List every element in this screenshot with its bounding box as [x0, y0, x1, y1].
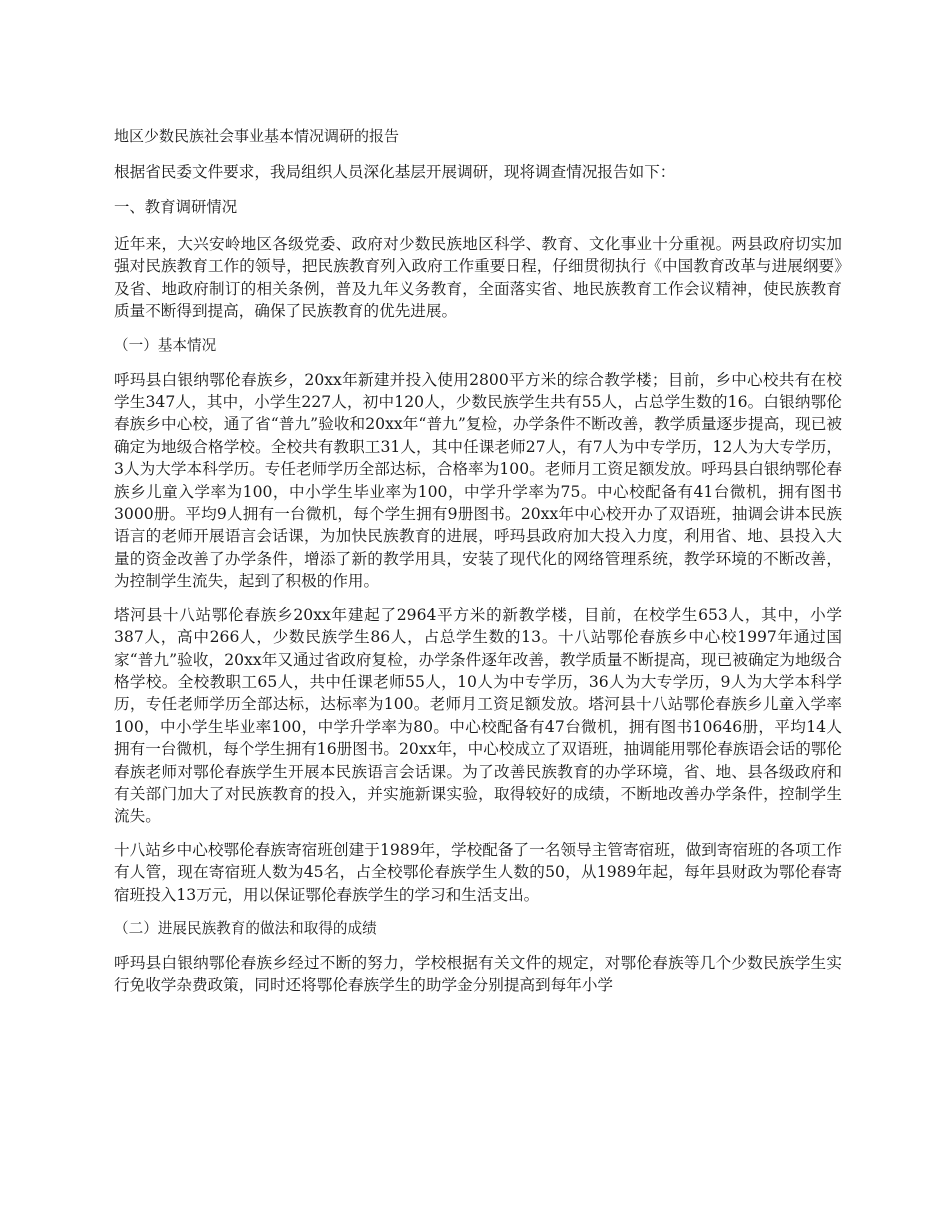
- paragraph-achievements: 呼玛县白银纳鄂伦春族乡经过不断的努力，学校根据有关文件的规定，对鄂伦春族等几个少数民族学生实行免收学杂费政策，同时还将鄂伦春族学生的助学金分别提高到每年小学: [114, 953, 842, 995]
- section-paragraph-overview: 近年来，大兴安岭地区各级党委、政府对少数民族地区科学、教育、文化事业十分重视。两县政府切实加强对民族教育工作的领导，把民族教育列入政府工作重要日程，仔细贯彻执行《中国教育改革与进展纲要》及省、地政府制订的相关条例，普及九年义务教育，全面落实省、地民族教育工作会议精神，使民族教育质量不断得到提高，确保了民族教育的优先进展。: [114, 235, 842, 321]
- document-title: 地区少数民族社会事业基本情况调研的报告: [114, 127, 400, 145]
- paragraph-tahe-county: 塔河县十八站鄂伦春族乡20xx年建起了2964平方米的新教学楼，目前，在校学生653人，其中，小学387人，高中266人，少数民族学生86人，占总学生数的13。十八站鄂伦春族乡中心校1997年通过国家“普九”验收，20xx年又通过省政府复检，办学条件逐年改善，教学质量不断提高，现已被确定为地级合格学校。全校教职工65人，共中任课老师55人，10人为中专学历，36人为大专学历，9人为大学本科学历，专任老师学历全部达标，达标率为100。老师月工资足额发放。塔河县十八站鄂伦春族乡儿童入学率100，中小学生毕业率100，中学升学率为80。中心校配备有47台微机，拥有图书10646册，平均14人拥有一台微机，每个学生拥有16册图书。20xx年，中心校成立了双语班，抽调能用鄂伦春族语会话的鄂伦春族老师对鄂伦春族学生开展本民族语言会话课。为了改善民族教育的办学环境，省、地、县各级政府和有关部门加大了对民族教育的投入，并实施新课实验，取得较好的成绩，不断地改善办学条件，控制学生流失。: [114, 605, 842, 826]
- paragraph-boarding-class: 十八站乡中心校鄂伦春族寄宿班创建于1989年，学校配备了一名领导主管寄宿班，做到寄宿班的各项工作有人管，现在寄宿班人数为45名，占全校鄂伦春族学生人数的50，从1989年起，每年县财政为鄂伦春寄宿班投入13万元，用以保证鄂伦春族学生的学习和生活支出。: [114, 840, 842, 904]
- paragraph-huma-county: 呼玛县白银纳鄂伦春族乡，20xx年新建并投入使用2800平方米的综合教学楼；目前，乡中心校共有在校学生347人，其中，小学生227人，初中120人，少数民族学生共有55人，占总学生数的16。白银纳鄂伦春族乡中心校，通了省“普九”验收和20xx年“普九”复检，办学条件不断改善，教学质量逐步提高，现已被确定为地级合格学校。全校共有教职工31人，其中任课老师27人，有7人为中专学历，12人为大专学历，3人为大学本科学历。专任老师学历全部达标，合格率为100。老师月工资足额发放。呼玛县白银纳鄂伦春族乡儿童入学率为100，中小学生毕业率为100，中学升学率为75。中心校配备有41台微机，拥有图书3000册。平均9人拥有一台微机，每个学生拥有9册图书。20xx年中心校开办了双语班，抽调会讲本民族语言的老师开展语言会话课，为加快民族教育的进展，呼玛县政府加大投入力度，利用省、地、县投入大量的资金改善了办学条件，增添了新的教学用具，安装了现代化的网络管理系统，教学环境的不断改善，为控制学生流失，起到了积极的作用。: [114, 370, 842, 591]
- intro-paragraph: 根据省民委文件要求，我局组织人员深化基层开展调研，现将调查情况报告如下：: [114, 163, 676, 181]
- section-heading-education: 一、教育调研情况: [114, 198, 238, 216]
- subsection-heading-achievements: （二）进展民族教育的做法和取得的成绩: [114, 919, 377, 937]
- subsection-heading-basic: （一）基本情况: [114, 336, 217, 354]
- document-page: [114, 124, 842, 1008]
